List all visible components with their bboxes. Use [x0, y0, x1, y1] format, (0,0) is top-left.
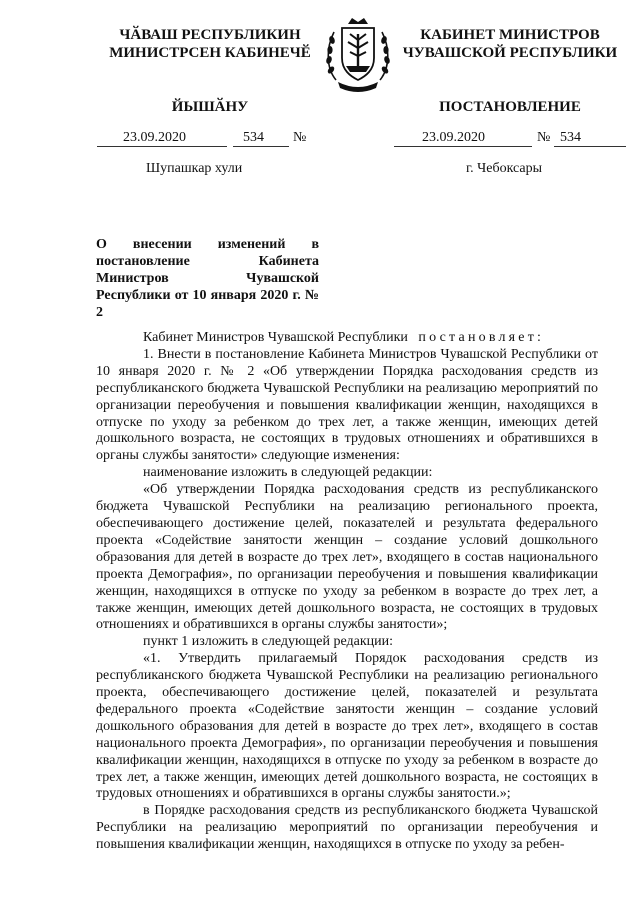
number-underline — [233, 146, 289, 147]
header-right-line2: ЧУВАШСКОЙ РЕСПУБЛИКИ — [402, 45, 618, 61]
header-left-line2: МИНИСТРСЕН КАБИНЕЧӖ — [109, 45, 311, 61]
doc-type-chuvash: ЙЫШӐНУ — [171, 99, 249, 115]
registration-number: 534 — [560, 130, 581, 145]
place-chuvash: Шупашкар хули — [146, 161, 243, 176]
header-chuvash-name — [100, 26, 320, 62]
date-underline — [97, 146, 227, 147]
header-russian-name — [395, 26, 625, 62]
document-subject: О внесении изменений в постановление Кабинета Министров Чувашской Республики от 10 января 2020 г. № 2 — [96, 237, 319, 320]
paragraph-1: 1. Внести в постановление Кабинета Министров Чувашской Республики от 10 января 2020 г. № 2 «Об утверждении Порядка расходования средств из республиканского бюджета Чувашской Республики на реализацию мероприятий по организации переобучения и повышения квалификации женщин, находящихся в отпуске по уходу за ребенком до трех лет, а также женщин, имеющих детей дошкольного возраста, не состоящих в трудовых отношениях и обратившихся в органы службы занятости» следующие изменения: — [96, 346, 598, 464]
paragraph-2: наименование изложить в следующей редакции: — [143, 465, 433, 481]
header-right-line1: КАБИНЕТ МИНИСТРОВ — [420, 27, 600, 43]
number-sign: № — [537, 130, 551, 145]
registration-left — [97, 130, 327, 148]
paragraph-6: в Порядке расходования средств из республиканского бюджета Чувашской Республики на реализацию мероприятий по организации переобучения и повышения квалификации женщин, находящихся в отпуске по уходу за ребен- — [96, 803, 598, 853]
registration-date: 23.09.2020 — [422, 130, 485, 145]
preamble-verb: постановляет: — [418, 330, 545, 345]
registration-date: 23.09.2020 — [123, 130, 186, 145]
date-underline — [394, 146, 532, 147]
header-left-line1: ЧӐВАШ РЕСПУБЛИКИН — [119, 27, 301, 43]
doc-type-russian: ПОСТАНОВЛЕНИЕ — [439, 99, 581, 115]
preamble-text: Кабинет Министров Чувашской Республики — [143, 330, 408, 345]
document-body — [96, 330, 598, 854]
number-underline — [554, 146, 626, 147]
number-sign: № — [293, 130, 307, 145]
paragraph-4: пункт 1 изложить в следующей редакции: — [143, 634, 393, 650]
registration-number: 534 — [243, 130, 264, 145]
paragraph-5: «1. Утвердить прилагаемый Порядок расходования средств из республиканского бюджета Чувашской Республики на реализацию регионального проекта, обеспечивающего достижение целей, показателей и результата федерального проекта «Содействие занятости женщин – создание условий дошкольного образования для детей в возрасте до трех лет», входящего в состав национального проекта Демография», по организации переобучения и повышения квалификации женщин, находящихся в отпуске по уходу за ребенком в возрасте до трех лет, а также женщин, имеющих детей дошкольного возраста, не состоящих в трудовых отношениях и обратившихся в органы службы занятости.»; — [96, 651, 598, 802]
chuvash-coat-of-arms-icon — [322, 14, 394, 94]
preamble-paragraph — [96, 330, 598, 347]
place-russian: г. Чебоксары — [466, 161, 543, 176]
registration-right — [394, 130, 626, 148]
paragraph-3: «Об утверждении Порядка расходования средств из республиканского бюджета Чувашской Республики на реализацию регионального проекта, обеспечивающего достижение целей, показателей и результата федерального проекта «Содействие занятости женщин – создание условий дошкольного образования для детей в возрасте до трех лет», входящего в состав национального проекта Демография», по организации переобучения и повышения квалификации женщин, находящихся в отпуске по уходу за ребенком в возрасте до трех лет, а также женщин, имеющих детей дошкольного возраста, не состоящих в трудовых отношениях и обратившихся в органы службы занятости»; — [96, 482, 598, 633]
